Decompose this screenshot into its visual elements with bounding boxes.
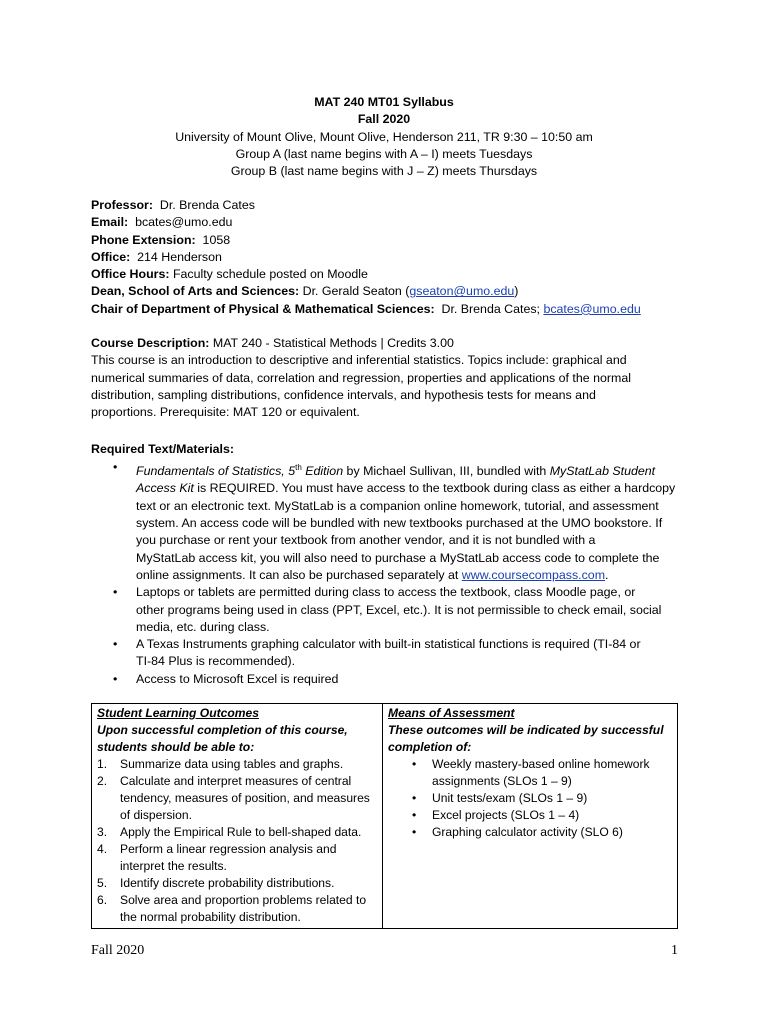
outcome-number: 6. (97, 893, 108, 907)
chair-name: Dr. Brenda Cates; (441, 301, 540, 316)
calculator-line-1: A Texas Instruments graphing calculator with built-in statistical functions is required (TI-84 or (136, 637, 641, 652)
office-hours-label: Office Hours: (91, 267, 170, 282)
contact-info (91, 197, 691, 318)
outcome-number: 5. (97, 876, 108, 890)
course-title: MAT 240 - Statistical Methods | Credits 3.00 (212, 336, 454, 350)
phone-label: Phone Extension: (91, 232, 196, 247)
calculator-line-2: TI-84 Plus is recommended). (136, 654, 296, 669)
outcome-text: Solve area and proportion problems related to the normal probability distribution. (120, 893, 367, 924)
bullet-icon: • (113, 460, 118, 474)
course-description (91, 335, 691, 421)
access-kit-title: Access Kit (136, 481, 194, 496)
syllabus-title: MAT 240 MT01 Syllabus (314, 95, 454, 109)
course-description-label: Course Description: (91, 336, 210, 350)
syllabus-term: Fall 2020 (357, 112, 411, 127)
assessment-item (388, 824, 672, 841)
email-label: Email: (91, 215, 129, 230)
assessment-intro: These outcomes will be indicated by successful completion of: (388, 723, 664, 754)
dean-email-link[interactable]: gseaton@umo.edu (409, 284, 515, 299)
office-hours: Faculty schedule posted on Moodle (172, 267, 368, 282)
outcome-item (97, 773, 377, 824)
assessment-text: Unit tests/exam (SLOs 1 – 9) (432, 791, 588, 805)
excel-requirement: Access to Microsoft Excel is required (136, 671, 339, 686)
outcome-item (97, 892, 377, 926)
outcome-text: Summarize data using tables and graphs. (120, 757, 344, 771)
description-line-4: proportions. Prerequisite: MAT 120 or equivalent. (91, 405, 360, 420)
dean-close-paren: ) (514, 284, 519, 299)
outcome-text: Apply the Empirical Rule to bell-shaped data. (120, 825, 362, 839)
outcome-item (97, 875, 377, 892)
bullet-icon: • (412, 808, 417, 822)
textbook-title: Fundamentals of Statistics, 5 (136, 464, 296, 479)
assessment-item (388, 807, 672, 824)
bullet-icon: • (113, 637, 118, 652)
office-label: Office: (91, 249, 131, 264)
bullet-icon: • (412, 791, 417, 805)
outcomes-intro: Upon successful completion of this course, students should be able to: (97, 723, 348, 754)
professor-email: bcates@umo.edu (135, 215, 233, 230)
description-line-3: distribution, sampling distributions, confidence intervals, and hypothesis tests for means and (91, 387, 596, 402)
description-line-2: numerical summaries of data, correlation and regression, properties and applications of the normal (91, 370, 631, 385)
footer-page-number: 1 (671, 943, 678, 958)
textbook-line-3: text or an electronic text. MyStatLab is a companion online homework, tutorial, and assessment (136, 498, 659, 513)
outcomes-list (97, 756, 377, 926)
professor-name: Dr. Brenda Cates (159, 198, 255, 212)
group-b-schedule: Group B (last name begins with J – Z) meets Thursdays (230, 164, 538, 179)
materials-list (91, 459, 681, 688)
textbook-line-5: you purchase or rent your textbook from another vendor, and it is not bundled with a (136, 533, 596, 548)
bullet-icon: • (113, 671, 118, 686)
description-line-1: This course is an introduction to descriptive and inferential statistics. Topics include: graphical and (91, 353, 627, 368)
edition-superscript: th (295, 463, 302, 472)
assessment-item (388, 756, 672, 790)
outcomes-cell (92, 704, 383, 929)
group-a-schedule: Group A (last name begins with A – I) meets Tuesdays (235, 146, 533, 161)
assessment-text: Graphing calculator activity (SLO 6) (432, 825, 623, 839)
textbook-line-7-end: . (605, 567, 609, 582)
outcome-number: 4. (97, 842, 108, 856)
textbook-edition: Edition (301, 464, 344, 479)
chair-label: Chair of Department of Physical & Mathematical Sciences: (91, 301, 435, 316)
office-location: 214 Henderson (137, 249, 222, 264)
materials-heading (91, 441, 691, 458)
outcome-text: Perform a linear regression analysis and interpret the results. (120, 842, 337, 873)
assessment-cell (383, 704, 678, 929)
materials-item-excel (91, 671, 681, 688)
bullet-icon: • (113, 585, 118, 600)
assessment-item (388, 790, 672, 807)
materials-item-calculator (91, 636, 681, 671)
textbook-line-4: system. An access code will be bundled with new textbooks purchased at the UMO bookstore. If (136, 516, 663, 531)
class-location: University of Mount Olive, Mount Olive, Henderson 211, TR 9:30 – 10:50 am (175, 129, 593, 144)
materials-heading-text: Required Text/Materials: (91, 442, 234, 456)
materials-item-laptops (91, 584, 681, 636)
assessment-text: Weekly mastery-based online homework assignments (SLOs 1 – 9) (432, 757, 650, 788)
materials-item-textbook (91, 459, 681, 584)
dean-label: Dean, School of Arts and Sciences: (91, 284, 300, 299)
outcome-number: 1. (97, 757, 108, 771)
outcome-item (97, 841, 377, 875)
syllabus-header (0, 94, 768, 180)
bullet-icon: • (412, 757, 417, 771)
outcomes-table (91, 703, 678, 929)
textbook-line-2: is REQUIRED. You must have access to the textbook during class as either a hardcopy (193, 481, 676, 496)
dean-name: Dr. Gerald Seaton ( (302, 284, 410, 299)
bullet-icon: • (412, 825, 417, 839)
outcome-text: Identify discrete probability distributions. (120, 876, 335, 890)
assessment-list (388, 756, 672, 841)
outcome-item (97, 756, 377, 773)
laptops-line-2: other programs being used in class (PPT, Excel, etc.). It is not permissible to check email, social (136, 602, 662, 617)
outcomes-heading: Student Learning Outcomes (97, 706, 259, 720)
outcome-item (97, 824, 377, 841)
assessment-heading: Means of Assessment (388, 706, 515, 720)
mystatlab-kit-title: MyStatLab Student (549, 464, 656, 479)
outcome-number: 2. (97, 774, 108, 788)
textbook-line-6: MyStatLab access kit, you will also need to purchase a MyStatLab access code to complete the (136, 550, 660, 565)
assessment-text: Excel projects (SLOs 1 – 4) (432, 808, 580, 822)
professor-label: Professor: (91, 198, 153, 212)
phone-extension: 1058 (202, 232, 231, 247)
chair-email-link[interactable]: bcates@umo.edu (543, 301, 641, 316)
laptops-line-3: media, etc. during class. (136, 619, 270, 634)
coursecompass-link[interactable]: www.coursecompass.com (461, 567, 606, 582)
laptops-line-1: Laptops or tablets are permitted during class to access the textbook, class Moodle page, or (136, 585, 636, 600)
outcome-number: 3. (97, 825, 108, 839)
outcome-text: Calculate and interpret measures of central tendency, measures of position, and measures of dispersion. (120, 774, 370, 822)
textbook-line-7: online assignments. It can also be purchased separately at (136, 567, 462, 582)
footer-term: Fall 2020 (91, 943, 145, 958)
textbook-author: by Michael Sullivan, III, bundled with (343, 464, 550, 479)
